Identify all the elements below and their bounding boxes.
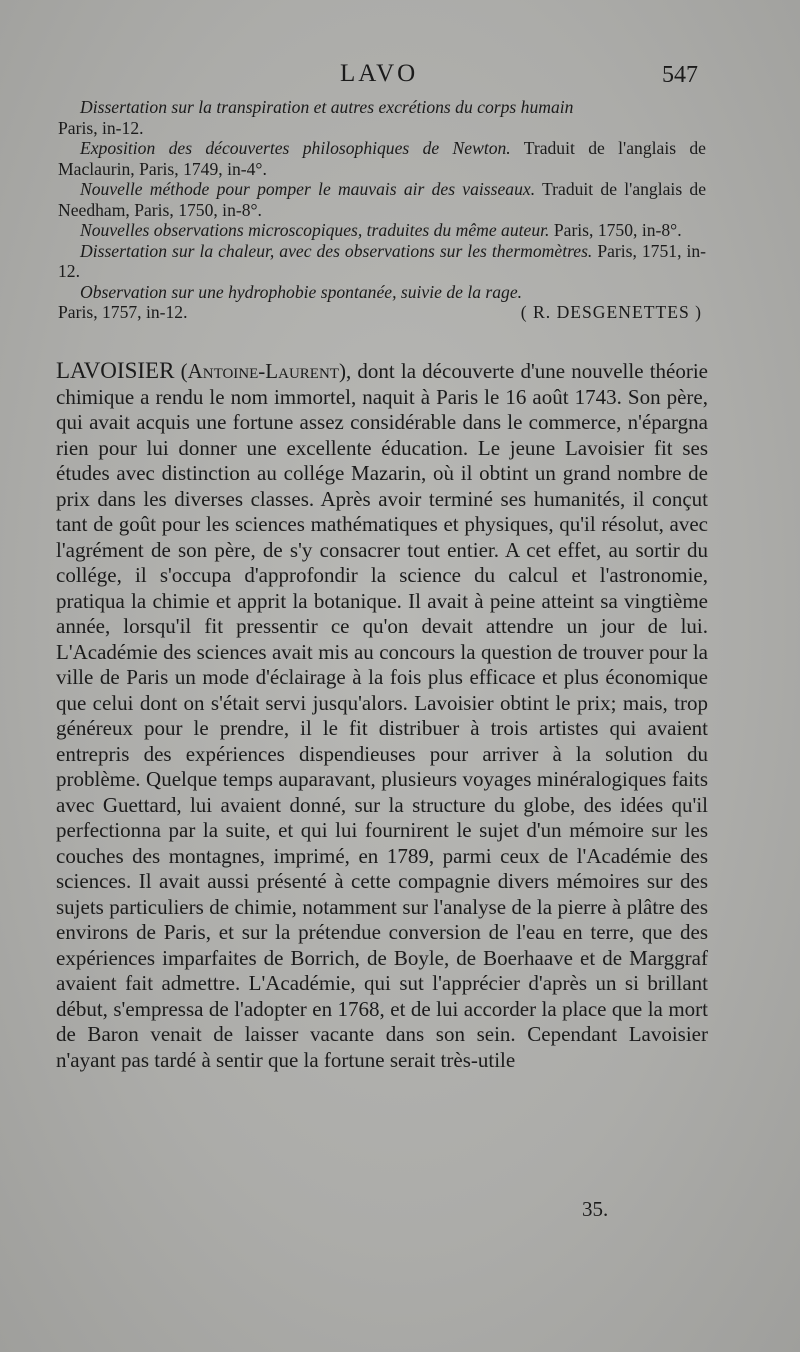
article-headword: LAVOISIER <box>56 358 175 383</box>
article-text: , dont la découverte d'une nouvelle théorie chimique a rendu le nom immortel, naquit à Paris le 16 août 1743. Son père, qui avait acquis une fortune assez considérable dans le commerce, n'épargna rien pour lui donner une excellente éducation. Le jeune Lavoisier fit ses études avec distinction au collége Mazarin, où il obtint un grand nombre de prix dans les diverses classes. Après avoir terminé ses humanités, il conçut tant de goût pour les sciences mathématiques et physiques, qu'il résolut, avec l'agrément de son père, de s'y consacrer tout entier. A cet effet, au sortir du collége, il s'occupa d'approfondir la science du calcul et l'astronomie, pratiqua la chimie et apprit la botanique. Il avait à peine atteint sa vingtième année, lorsqu'il fit pressentir ce qu'on devait attendre un jour de lui. L'Académie des sciences avait mis au concours la question de trouver pour la ville de Paris un mode d'éclairage à la fois plus efficace et plus économique que celui dont on s'était servi jusqu'alors. Lavoisier obtint le prix; mais, trop généreux pour le prendre, il le fit distribuer à trois artistes qui avaient entrepris des expériences dispendieuses pour arriver à la solution du problème. Quelque temps auparavant, plusieurs voyages minéralogiques faits avec Guettard, lui avaient donné, sur la structure du globe, des idées qu'il perfectionna par la suite, et qui lui fournirent le sujet d'un mémoire sur les couches des montagnes, imprimé, en 1789, parmi ceux de l'Académie des sciences. Il avait aussi présenté à cette compagnie divers mémoires sur des sujets particuliers de chimie, notamment sur l'analyse de la pierre à plâtre des environs de Paris, et sur la prétendue conversion de l'eau en terre, que des expériences imparfaites de Borrich, de Boyle, de Boerhaave et de Marggraf avaient fait admettre. L'Académie, qui sut l'apprécier d'après un si brillant début, s'empressa de l'adopter en 1768, et de lui accorder la place que la mort de Baron venait de laisser vacante dans son sein. Cependant Lavoisier n'ayant pas tardé à sentir que la fortune serait très-utile <box>56 359 709 1072</box>
bibliography-entry <box>58 97 706 118</box>
running-title: LAVO <box>340 60 419 87</box>
entry-title: Nouvelle méthode pour pomper le mauvais air des vaisseaux. <box>80 179 536 199</box>
entry-details: Paris, 1751, in-12. <box>58 240 706 281</box>
signature-mark: 35. <box>582 1197 609 1221</box>
bibliography-entry <box>58 179 706 220</box>
entry-title: Nouvelles observations microscopiques, traduites du même auteur. <box>80 220 550 240</box>
entry-details: Traduit de l'anglais de Needham, Paris, 1750, in-8°. <box>58 179 706 220</box>
bibliography-entry-continuation <box>58 118 706 139</box>
entry-title: Dissertation sur la transpiration et autres excrétions du corps humain <box>80 97 574 117</box>
page-number: 547 <box>662 62 698 88</box>
entry-title: Exposition des découvertes philosophiques de Newton. <box>80 138 511 158</box>
entry-details: Paris, 1757, in-12. <box>58 302 188 322</box>
bibliography-entry <box>58 282 706 303</box>
page-header <box>0 60 800 92</box>
bibliography-section <box>58 97 706 323</box>
article-paragraph <box>56 358 708 1073</box>
entry-details: Paris, in-12. <box>58 117 144 138</box>
article-forenames: (Antoine-Laurent) <box>180 359 346 383</box>
entry-title: Dissertation sur la chaleur, avec des observations sur les thermomètres. <box>80 240 593 261</box>
entry-details: Paris, 1750, in-8°. <box>553 220 682 240</box>
bibliography-entry <box>58 220 706 241</box>
bibliography-entry <box>58 138 706 179</box>
bibliography-entry <box>58 241 706 282</box>
entry-title: Observation sur une hydrophobie spontanée, suivie de la rage. <box>80 281 523 302</box>
bibliography-entry-continuation <box>58 302 706 323</box>
article-body <box>56 358 708 1073</box>
entry-details: Traduit de l'anglais de Maclaurin, Paris, 1749, in-4°. <box>58 138 706 179</box>
author-signature: ( R. DESGENETTES ) <box>520 302 702 322</box>
